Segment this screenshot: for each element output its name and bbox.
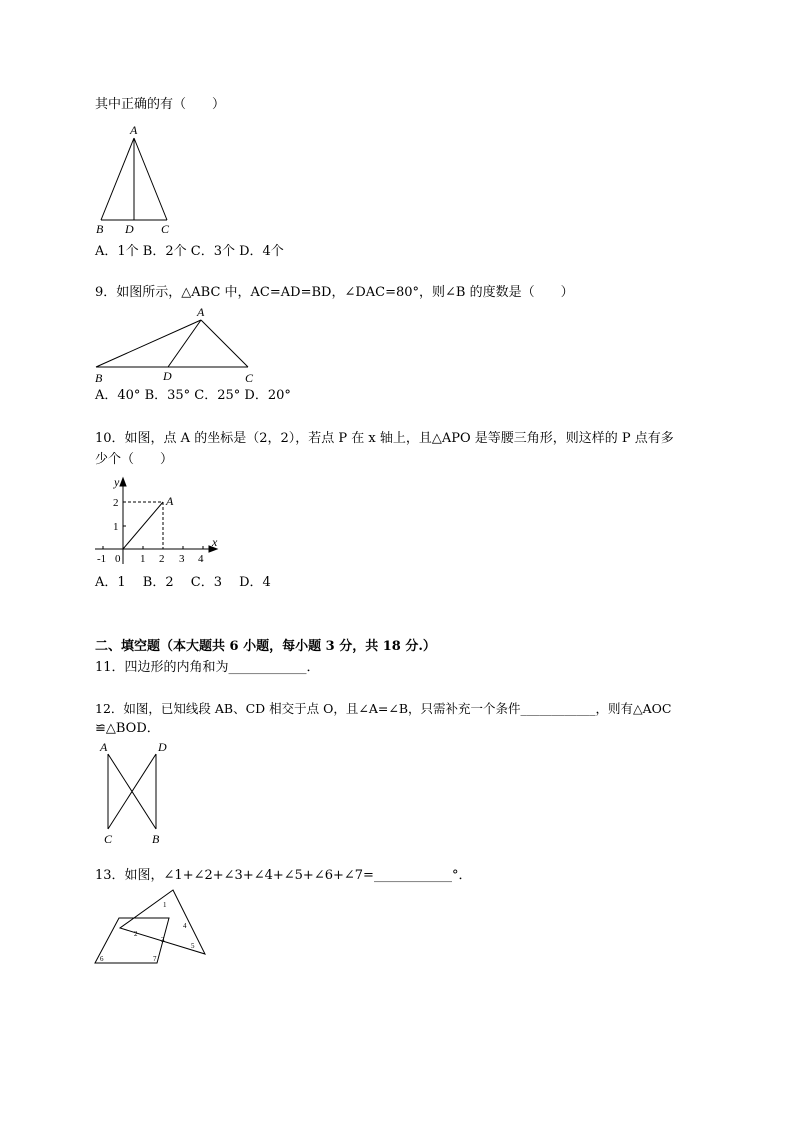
- q10-y-arrow: [120, 478, 126, 486]
- q12-line2: ≌△BOD．: [95, 721, 160, 736]
- q8-label-c: C: [161, 222, 170, 236]
- q8-options: A．1个 B．2个 C．3个 D．4个: [95, 244, 284, 259]
- q10-tick-label-x2: 2: [159, 553, 165, 565]
- q8-side-ab: [101, 138, 134, 220]
- q13-text: 13．如图，∠1+∠2+∠3+∠4+∠5+∠6+∠7=: [95, 868, 374, 883]
- q9-side-ac: [201, 320, 248, 367]
- q13-angle-label-5: 5: [191, 942, 195, 950]
- q12-label-b: B: [152, 832, 160, 846]
- q10-segment-oa: [123, 502, 163, 549]
- q9-label-a: A: [197, 305, 205, 319]
- q12-text: 12．如图，已知线段 AB、CD 相交于点 O，且∠A=∠B，只需补充一个条件: [95, 701, 521, 716]
- q13-quadrilateral: [95, 918, 169, 963]
- q9-label-c: C: [245, 371, 254, 385]
- q8-side-ac: [134, 138, 167, 220]
- q12-answer-blank[interactable]: ____________: [520, 701, 596, 716]
- q10-tick-label-y1: 1: [113, 521, 119, 533]
- q10-label-x: x: [212, 535, 218, 549]
- q12-text-after: ，则有△AOC: [595, 701, 672, 716]
- q10-tick-label-xm1: -1: [97, 553, 107, 565]
- q13-angle-label-3: 3: [161, 936, 165, 944]
- q13-line: [95, 868, 471, 884]
- q9-label-b: B: [95, 371, 103, 385]
- q9-label-d: D: [163, 369, 172, 383]
- q10-stem-line1: 10．如图，点 A 的坐标是（2，2），若点 P 在 x 轴上，且△APO 是等腰三角形，则这样的 P 点有多: [95, 431, 674, 446]
- q8-intro: 其中正确的有（ ）: [95, 97, 226, 112]
- q13-end: °．: [451, 868, 472, 883]
- q8-label-b: B: [96, 222, 104, 236]
- q13-angle-label-2: 2: [134, 930, 138, 938]
- q10-coordinate-figure: [90, 474, 225, 569]
- section2-heading: 二、填空题（本大题共 6 小题，每小题 3 分，共 18 分.）: [95, 639, 436, 654]
- q11-end: ．: [306, 660, 320, 675]
- q11-answer-blank[interactable]: ____________: [228, 660, 307, 675]
- q12-label-d: D: [158, 740, 167, 754]
- q13-angle-label-1: 1: [163, 901, 167, 909]
- q12-label-a: A: [100, 740, 108, 754]
- q10-label-y: y: [114, 475, 120, 489]
- q10-label-a: A: [166, 494, 174, 508]
- q9-options: A．40° B．35° C．25° D．20°: [95, 388, 291, 403]
- q13-angle-label-6: 6: [100, 955, 104, 963]
- q13-angles-figure: [90, 886, 215, 968]
- q10-tick-label-y2: 2: [113, 497, 119, 509]
- q12-label-c: C: [104, 832, 113, 846]
- q10-tick-label-x1: 1: [140, 553, 146, 565]
- q9-side-ab: [96, 320, 201, 367]
- q12-crossed-segments-figure: [95, 738, 175, 848]
- q10-tick-label-x3: 3: [179, 553, 185, 565]
- q8-label-d: D: [125, 222, 134, 236]
- q11-text: 11．四边形的内角和为: [95, 660, 229, 675]
- q9-triangle-figure: [90, 303, 260, 385]
- q10-tick-label-x4: 4: [198, 553, 204, 565]
- q13-angle-label-4: 4: [183, 922, 187, 930]
- q10-options: A．1 B．2 C．3 D．4: [95, 575, 271, 590]
- q12-line1: [95, 701, 671, 717]
- q8-label-a: A: [130, 123, 138, 137]
- q10-stem-line2: 少个（ ）: [95, 452, 174, 467]
- q13-angle-label-7: 7: [153, 955, 157, 963]
- q8-triangle-figure: [90, 120, 180, 238]
- q11-line: [95, 660, 320, 676]
- q9-stem: 9．如图所示，△ABC 中，AC=AD=BD，∠DAC=80°，则∠B 的度数是（ ）: [95, 285, 574, 300]
- q10-tick-label-x0: 0: [115, 553, 121, 565]
- q13-answer-blank[interactable]: ____________: [373, 868, 452, 883]
